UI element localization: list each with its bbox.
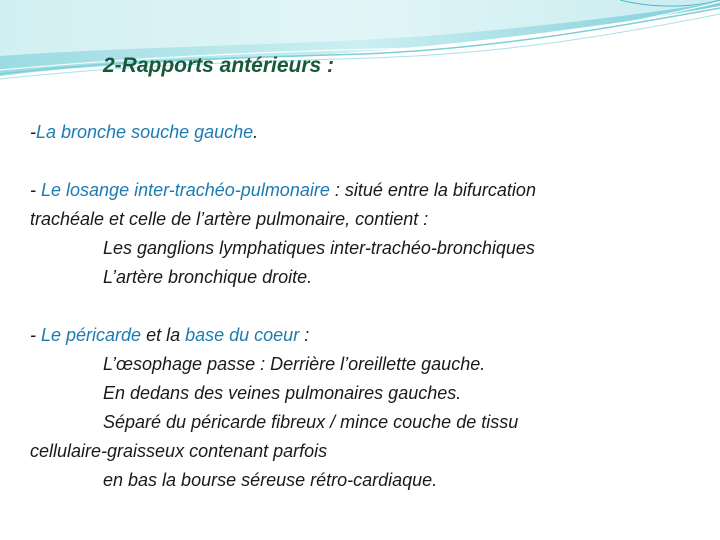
- list-item: L’artère bronchique droite.: [103, 267, 313, 287]
- list-item: L’œsophage passe : Derrière l’oreillette gauche.: [103, 354, 486, 374]
- section-pericarde-heading: [30, 321, 700, 350]
- term-losange: Le losange inter-trachéo-pulmonaire: [41, 180, 330, 200]
- list-item: Séparé du péricarde fibreux / mince couche de tissu: [103, 412, 519, 432]
- slide-title: 2-Rapports antérieurs :: [103, 54, 335, 77]
- section-losange-line1: [30, 176, 700, 205]
- dash: -: [30, 122, 36, 142]
- section-losange-line2: trachéale et celle de l’artère pulmonaire, contient :: [30, 209, 429, 229]
- dash: -: [30, 325, 41, 345]
- list-item: En dedans des veines pulmonaires gauches.: [103, 383, 462, 403]
- term-bronche: La bronche souche gauche: [36, 122, 254, 142]
- period: .: [253, 122, 259, 142]
- colon: :: [299, 325, 310, 345]
- connector-text: et la: [141, 325, 186, 345]
- dash: -: [30, 180, 41, 200]
- list-item: Les ganglions lymphatiques inter-trachéo-bronchiques: [103, 238, 535, 258]
- section-bronche: [30, 118, 700, 147]
- list-item: en bas la bourse séreuse rétro-cardiaque.: [103, 470, 438, 490]
- slide-body: [30, 118, 700, 495]
- term-base-coeur: base du coeur: [185, 325, 300, 345]
- continuation-line: cellulaire-graisseux contenant parfois: [30, 441, 328, 461]
- losange-text: : situé entre la bifurcation: [329, 180, 536, 200]
- term-pericarde: Le péricarde: [41, 325, 142, 345]
